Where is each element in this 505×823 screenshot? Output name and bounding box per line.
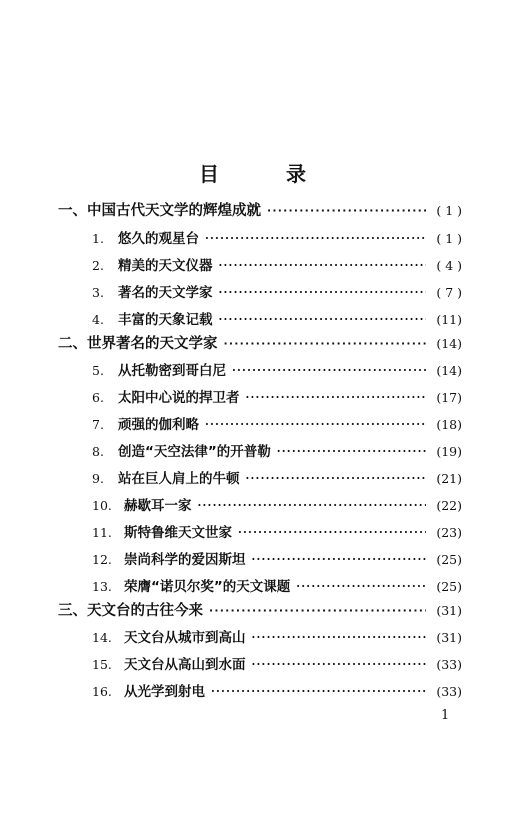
toc-page-reference: (25) bbox=[436, 552, 462, 567]
toc-item-number: 2. bbox=[92, 258, 104, 273]
toc-item-number: 15. bbox=[92, 657, 112, 672]
dot-leader bbox=[267, 200, 426, 222]
toc-item-number: 11. bbox=[92, 525, 112, 540]
toc-item-number: 5. bbox=[92, 363, 104, 378]
toc-page-reference: (17) bbox=[436, 390, 462, 405]
toc-page-reference: (23) bbox=[436, 525, 462, 540]
page-title: 目 录 bbox=[199, 162, 336, 186]
toc-item-row bbox=[92, 627, 462, 649]
toc-item-row bbox=[92, 441, 462, 463]
dot-leader bbox=[252, 654, 427, 676]
toc-item-row bbox=[92, 576, 462, 598]
dot-leader bbox=[219, 282, 427, 304]
dot-leader bbox=[211, 681, 426, 703]
dot-leader bbox=[277, 441, 426, 463]
toc-item-row bbox=[92, 360, 462, 382]
toc-item-title: 丰富的天象记载 bbox=[118, 312, 213, 328]
dot-leader bbox=[219, 255, 427, 277]
toc-item-title: 站在巨人肩上的牛顿 bbox=[118, 471, 240, 487]
toc-item-row bbox=[92, 681, 462, 703]
toc-item-title: 斯特鲁维天文世家 bbox=[124, 525, 232, 541]
toc-item-row bbox=[92, 414, 462, 436]
toc-item-title: 太阳中心说的捍卫者 bbox=[118, 390, 240, 406]
dot-leader bbox=[224, 333, 427, 355]
toc-item-title: 悠久的观星台 bbox=[118, 231, 199, 247]
toc-item-title: 创造“天空法律”的开普勒 bbox=[118, 444, 271, 460]
toc-item-title: 顽强的伽利略 bbox=[118, 417, 199, 433]
toc-item-number: 3. bbox=[92, 285, 104, 300]
toc-item-number: 1. bbox=[92, 231, 104, 246]
toc-section-title: 一、中国古代天文学的辉煌成就 bbox=[58, 203, 261, 219]
toc-page-reference: (25) bbox=[436, 579, 462, 594]
toc-page-reference: (14) bbox=[436, 363, 462, 378]
toc-item-title: 天文台从高山到水面 bbox=[124, 657, 246, 673]
toc-section-title: 三、天文台的古往今来 bbox=[58, 603, 203, 619]
toc-item-number: 9. bbox=[92, 471, 104, 486]
dot-leader bbox=[246, 468, 427, 490]
toc-item-row bbox=[92, 282, 462, 304]
toc-page-reference: (19) bbox=[436, 444, 462, 459]
toc-item-title: 崇尚科学的爱因斯坦 bbox=[124, 552, 246, 568]
toc-page-reference: ( 4 ) bbox=[436, 258, 462, 273]
toc-item-title: 精美的天文仪器 bbox=[118, 258, 213, 274]
toc-item-number: 8. bbox=[92, 444, 104, 459]
toc-item-row bbox=[92, 654, 462, 676]
toc-item-title: 赫歇耳一家 bbox=[124, 498, 192, 514]
toc-page-reference: (31) bbox=[436, 630, 462, 645]
toc-item-row bbox=[92, 495, 462, 517]
dot-leader bbox=[219, 309, 427, 331]
toc-item-row bbox=[92, 468, 462, 490]
toc-item-number: 14. bbox=[92, 630, 112, 645]
toc-item-number: 10. bbox=[92, 498, 112, 513]
toc-item-number: 12. bbox=[92, 552, 112, 567]
toc-page-reference: (21) bbox=[436, 471, 462, 486]
toc-item-title: 天文台从城市到高山 bbox=[124, 630, 246, 646]
toc-item-row bbox=[92, 522, 462, 544]
toc-page-reference: (22) bbox=[436, 498, 462, 513]
toc-item-row bbox=[92, 549, 462, 571]
toc-item-number: 7. bbox=[92, 417, 104, 432]
toc-item-row bbox=[92, 228, 462, 250]
dot-leader bbox=[232, 360, 426, 382]
toc-page-reference: (33) bbox=[436, 657, 462, 672]
toc-section-row bbox=[58, 333, 462, 355]
toc-item-title: 著名的天文学家 bbox=[118, 285, 213, 301]
toc-item-row bbox=[92, 255, 462, 277]
toc-item-title: 从光学到射电 bbox=[124, 684, 205, 700]
toc-section-title: 二、世界著名的天文学家 bbox=[58, 336, 218, 352]
dot-leader bbox=[198, 495, 427, 517]
toc-page-reference: (18) bbox=[436, 417, 462, 432]
toc-item-row bbox=[92, 309, 462, 331]
toc-page-reference: ( 7 ) bbox=[436, 285, 462, 300]
dot-leader bbox=[252, 627, 427, 649]
toc-page-reference: (11) bbox=[436, 312, 462, 327]
dot-leader bbox=[238, 522, 426, 544]
toc-item-number: 13. bbox=[92, 579, 112, 594]
dot-leader bbox=[246, 387, 427, 409]
page-number: 1 bbox=[441, 708, 450, 723]
dot-leader bbox=[252, 549, 427, 571]
toc-item-title: 荣膺“诺贝尔奖”的天文课题 bbox=[124, 579, 291, 595]
toc-page-reference: ( 1 ) bbox=[436, 203, 462, 218]
toc-page-reference: (14) bbox=[436, 336, 462, 351]
toc-section-row bbox=[58, 200, 462, 222]
toc-item-number: 6. bbox=[92, 390, 104, 405]
toc-item-number: 4. bbox=[92, 312, 104, 327]
dot-leader bbox=[209, 600, 426, 622]
toc-item-number: 16. bbox=[92, 684, 112, 699]
dot-leader bbox=[205, 414, 426, 436]
toc-item-row bbox=[92, 387, 462, 409]
toc-page-reference: ( 1 ) bbox=[436, 231, 462, 246]
dot-leader bbox=[296, 576, 426, 598]
toc-item-title: 从托勒密到哥白尼 bbox=[118, 363, 226, 379]
toc-page-reference: (33) bbox=[436, 684, 462, 699]
toc-page-reference: (31) bbox=[436, 603, 462, 618]
dot-leader bbox=[205, 228, 426, 250]
toc-section-row bbox=[58, 600, 462, 622]
